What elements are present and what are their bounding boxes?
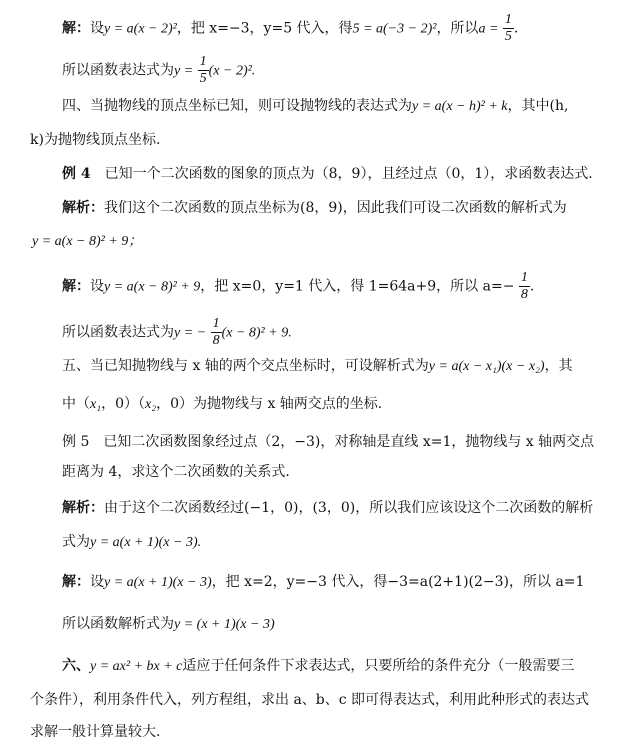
text: ，把 x=−3，y=5 代入，得: [176, 20, 353, 37]
text: ，所以: [436, 20, 479, 37]
formula: y = a(x − h)² + k: [412, 99, 508, 114]
example-4: 例 4 已知一个二次函数的图象的顶点为（8，9），且经过点（0，1），求函数表达式.: [62, 166, 593, 182]
example-5-line-2: 距离为 4，求这个二次函数的关系式.: [62, 464, 290, 480]
text: 设: [90, 20, 104, 37]
section-five-heading: 五、当已知抛物线与 x 轴的两个交点坐标时，可设解析式为y = a(x − x₁)(x − x₂)，其: [62, 358, 573, 374]
analysis-5: 解析：由于这个二次函数经过(−1，0)，(3，0)，所以我们应该设这个二次函数的解析: [62, 500, 594, 516]
analysis-5-line-2: 式为y = a(x + 1)(x − 3).: [62, 534, 202, 550]
formula: a =: [478, 21, 499, 37]
formula-line: y = a(x − 8)² + 9；: [32, 234, 143, 249]
solution-line-1: 解：设y = a(x − 2)²，把 x=−3，y=5 代入，得5 = a(−3 − 2)²，所以a = $\frac{1}{5}$ .: [62, 12, 519, 44]
solution-line-2: 解：设y = a(x − 8)² + 9，把 x=0，y=1 代入，得 1=64a+9，所以 a=− $\frac{1}{8}$ .: [62, 270, 535, 302]
fraction: $\frac{1}{5}$: [199, 54, 207, 86]
text: 所以函数表达式为: [62, 62, 174, 79]
formula: 5 = a(−3 − 2)²: [352, 21, 437, 37]
analysis-4: 解析：我们这个二次函数的顶点坐标为(8，9)，因此我们可设二次函数的解析式为: [62, 200, 567, 216]
formula: y = a(x − 2)²: [104, 21, 177, 37]
result-line-2: 所以函数表达式为y = − $\frac{1}{8}$ (x − 8)² + 9.: [62, 316, 292, 348]
section-five-line-2: 中（x₁，0）（x₂，0）为抛物线与 x 轴两交点的坐标.: [62, 396, 383, 412]
solution-label: 解：: [62, 20, 90, 37]
section-four-heading: 四、当抛物线的顶点坐标已知，则可设抛物线的表达式为y = a(x − h)² + k，其中(h,: [62, 98, 569, 114]
solution-line-3: 解：设y = a(x + 1)(x − 3)，把 x=2，y=−3 代入，得−3=a(2+1)(2−3)，所以 a=1: [62, 574, 585, 590]
fraction: $\frac{1}{5}$: [504, 12, 512, 44]
result-line-1: 所以函数表达式为y = $\frac{1}{5}$ (x − 2)².: [62, 54, 256, 86]
section-six-line-3: 求解一般计算量较大.: [30, 724, 161, 740]
section-six-heading: 六、y = ax² + bx + c适应于任何条件下求表达式，只要所给的条件充分（一般需要三: [62, 658, 575, 674]
result-line-3: 所以函数解析式为y = (x + 1)(x − 3): [62, 616, 275, 632]
section-four-line-2: k)为抛物线顶点坐标.: [30, 132, 161, 148]
fraction: $\frac{1}{8}$: [520, 270, 528, 302]
section-six-line-2: 个条件），利用条件代入，列方程组，求出 a、b、c 即可得表达式，利用此种形式的表达式: [30, 692, 590, 708]
fraction: $\frac{1}{8}$: [212, 316, 220, 348]
example-5: 例 5 已知二次函数图象经过点（2，−3)，对称轴是直线 x=1，抛物线与 x 轴两交点: [62, 434, 595, 450]
